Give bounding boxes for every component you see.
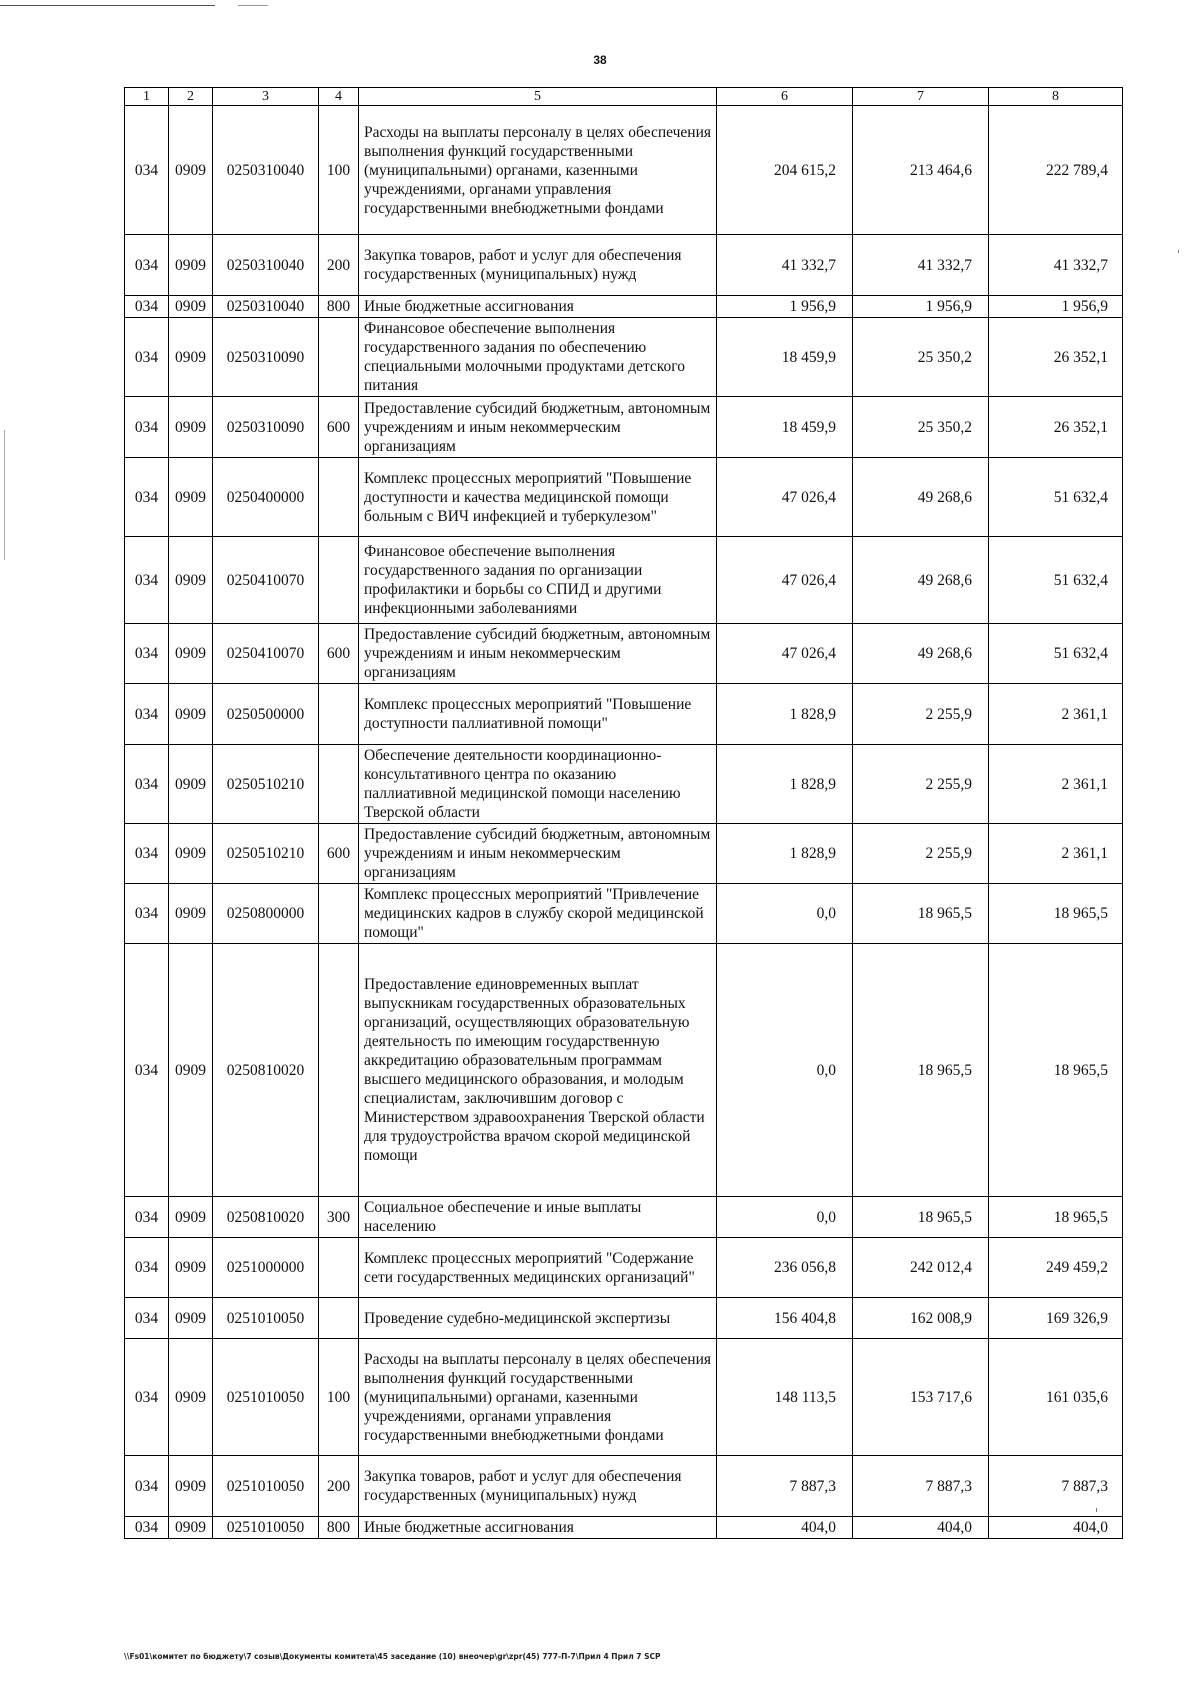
- table-row: [125, 106, 1123, 235]
- table-row: [125, 458, 1123, 537]
- section-code-cell: 0909: [169, 1298, 213, 1339]
- description-cell: Предоставление субсидий бюджетным, автономным учреждениям и иным некоммерческим организациям: [359, 824, 717, 884]
- column-header: 5: [359, 88, 717, 106]
- ministry-code-cell: 034: [125, 624, 169, 684]
- scan-top-rule: [0, 5, 215, 6]
- amount-year3-cell: 18 965,5: [989, 884, 1123, 944]
- table-row: [125, 318, 1123, 397]
- table-row: [125, 884, 1123, 944]
- amount-year3-cell: 1 956,9: [989, 296, 1123, 318]
- ministry-code-cell: 034: [125, 1517, 169, 1539]
- target-article-cell: 0250510210: [213, 745, 319, 824]
- file-path-footer: \\Fs01\комитет по бюджету\7 созыв\Документы комитета\45 заседание (10) внеочер\gr\zpr(45) 777-П-7\Прил 4 Прил 7 SCP: [124, 1652, 661, 1661]
- amount-year1-cell: 7 887,3: [717, 1456, 853, 1517]
- target-article-cell: 0250410070: [213, 624, 319, 684]
- description-cell: Проведение судебно-медицинской экспертизы: [359, 1298, 717, 1339]
- amount-year2-cell: 25 350,2: [853, 318, 989, 397]
- target-article-cell: 0251010050: [213, 1517, 319, 1539]
- column-number-row: [125, 88, 1123, 106]
- section-code-cell: 0909: [169, 624, 213, 684]
- expense-type-cell: [319, 745, 359, 824]
- description-cell: Комплекс процессных мероприятий "Привлечение медицинских кадров в службу скорой медицинской помощи": [359, 884, 717, 944]
- expense-type-cell: [319, 944, 359, 1197]
- column-header: 1: [125, 88, 169, 106]
- expense-type-cell: 300: [319, 1197, 359, 1238]
- section-code-cell: 0909: [169, 1517, 213, 1539]
- amount-year1-cell: 47 026,4: [717, 458, 853, 537]
- amount-year1-cell: 148 113,5: [717, 1339, 853, 1456]
- scan-speck: [1096, 1508, 1097, 1512]
- amount-year2-cell: 213 464,6: [853, 106, 989, 235]
- section-code-cell: 0909: [169, 235, 213, 296]
- ministry-code-cell: 034: [125, 1339, 169, 1456]
- section-code-cell: 0909: [169, 944, 213, 1197]
- target-article-cell: 0250800000: [213, 884, 319, 944]
- amount-year1-cell: 47 026,4: [717, 537, 853, 624]
- amount-year2-cell: 7 887,3: [853, 1456, 989, 1517]
- amount-year3-cell: 51 632,4: [989, 537, 1123, 624]
- amount-year3-cell: 2 361,1: [989, 824, 1123, 884]
- amount-year1-cell: 0,0: [717, 944, 853, 1197]
- amount-year2-cell: 41 332,7: [853, 235, 989, 296]
- section-code-cell: 0909: [169, 1197, 213, 1238]
- target-article-cell: 0250810020: [213, 944, 319, 1197]
- amount-year2-cell: 49 268,6: [853, 537, 989, 624]
- amount-year1-cell: 18 459,9: [717, 397, 853, 458]
- description-cell: Закупка товаров, работ и услуг для обеспечения государственных (муниципальных) нужд: [359, 235, 717, 296]
- table-row: [125, 1339, 1123, 1456]
- amount-year2-cell: 2 255,9: [853, 824, 989, 884]
- target-article-cell: 0251010050: [213, 1298, 319, 1339]
- expense-type-cell: 100: [319, 106, 359, 235]
- amount-year1-cell: 156 404,8: [717, 1298, 853, 1339]
- description-cell: Предоставление субсидий бюджетным, автономным учреждениям и иным некоммерческим организациям: [359, 624, 717, 684]
- description-cell: Комплекс процессных мероприятий "Повышение доступности и качества медицинской помощи больным с ВИЧ инфекцией и туберкулезом": [359, 458, 717, 537]
- ministry-code-cell: 034: [125, 1298, 169, 1339]
- scan-top-rule-fragment: [238, 5, 268, 6]
- ministry-code-cell: 034: [125, 106, 169, 235]
- amount-year3-cell: 26 352,1: [989, 397, 1123, 458]
- amount-year1-cell: 1 828,9: [717, 745, 853, 824]
- table-row: [125, 1238, 1123, 1298]
- amount-year3-cell: 2 361,1: [989, 745, 1123, 824]
- expense-type-cell: [319, 318, 359, 397]
- amount-year3-cell: 2 361,1: [989, 684, 1123, 745]
- column-header: 6: [717, 88, 853, 106]
- table-row: [125, 745, 1123, 824]
- amount-year2-cell: 25 350,2: [853, 397, 989, 458]
- amount-year2-cell: 242 012,4: [853, 1238, 989, 1298]
- expense-type-cell: 600: [319, 624, 359, 684]
- description-cell: Комплекс процессных мероприятий "Содержание сети государственных медицинских организаций": [359, 1238, 717, 1298]
- amount-year1-cell: 0,0: [717, 1197, 853, 1238]
- target-article-cell: 0250310090: [213, 397, 319, 458]
- amount-year2-cell: 18 965,5: [853, 944, 989, 1197]
- amount-year3-cell: 18 965,5: [989, 1197, 1123, 1238]
- table-body: [125, 106, 1123, 1539]
- ministry-code-cell: 034: [125, 397, 169, 458]
- column-header: 7: [853, 88, 989, 106]
- expense-type-cell: [319, 458, 359, 537]
- amount-year2-cell: 404,0: [853, 1517, 989, 1539]
- section-code-cell: 0909: [169, 318, 213, 397]
- section-code-cell: 0909: [169, 1456, 213, 1517]
- description-cell: Иные бюджетные ассигнования: [359, 1517, 717, 1539]
- expense-type-cell: 200: [319, 235, 359, 296]
- target-article-cell: 0251010050: [213, 1339, 319, 1456]
- target-article-cell: 0250500000: [213, 684, 319, 745]
- target-article-cell: 0250400000: [213, 458, 319, 537]
- description-cell: Финансовое обеспечение выполнения государственного задания по организации профилактики и борьбы со СПИД и другими инфекционными заболеваниями: [359, 537, 717, 624]
- amount-year1-cell: 47 026,4: [717, 624, 853, 684]
- amount-year3-cell: 404,0: [989, 1517, 1123, 1539]
- ministry-code-cell: 034: [125, 1197, 169, 1238]
- expense-type-cell: [319, 1238, 359, 1298]
- section-code-cell: 0909: [169, 824, 213, 884]
- amount-year3-cell: 222 789,4: [989, 106, 1123, 235]
- amount-year2-cell: 2 255,9: [853, 684, 989, 745]
- column-header: 8: [989, 88, 1123, 106]
- amount-year1-cell: 0,0: [717, 884, 853, 944]
- expense-type-cell: 100: [319, 1339, 359, 1456]
- target-article-cell: 0251000000: [213, 1238, 319, 1298]
- amount-year3-cell: 161 035,6: [989, 1339, 1123, 1456]
- description-cell: Закупка товаров, работ и услуг для обеспечения государственных (муниципальных) нужд: [359, 1456, 717, 1517]
- amount-year1-cell: 18 459,9: [717, 318, 853, 397]
- table-row: [125, 1456, 1123, 1517]
- amount-year2-cell: 2 255,9: [853, 745, 989, 824]
- amount-year1-cell: 1 956,9: [717, 296, 853, 318]
- table-row: [125, 944, 1123, 1197]
- target-article-cell: 0250810020: [213, 1197, 319, 1238]
- ministry-code-cell: 034: [125, 1238, 169, 1298]
- target-article-cell: 0250410070: [213, 537, 319, 624]
- amount-year3-cell: 41 332,7: [989, 235, 1123, 296]
- section-code-cell: 0909: [169, 1339, 213, 1456]
- target-article-cell: 0251010050: [213, 1456, 319, 1517]
- table-row: [125, 296, 1123, 318]
- table-row: [125, 684, 1123, 745]
- ministry-code-cell: 034: [125, 884, 169, 944]
- section-code-cell: 0909: [169, 1238, 213, 1298]
- section-code-cell: 0909: [169, 458, 213, 537]
- section-code-cell: 0909: [169, 106, 213, 235]
- table-row: [125, 537, 1123, 624]
- section-code-cell: 0909: [169, 397, 213, 458]
- amount-year2-cell: 49 268,6: [853, 624, 989, 684]
- amount-year3-cell: 51 632,4: [989, 624, 1123, 684]
- ministry-code-cell: 034: [125, 1456, 169, 1517]
- expense-type-cell: [319, 1298, 359, 1339]
- amount-year2-cell: 49 268,6: [853, 458, 989, 537]
- amount-year3-cell: 51 632,4: [989, 458, 1123, 537]
- ministry-code-cell: 034: [125, 235, 169, 296]
- target-article-cell: 0250310040: [213, 296, 319, 318]
- description-cell: Предоставление субсидий бюджетным, автономным учреждениям и иным некоммерческим организациям: [359, 397, 717, 458]
- page-number: 38: [593, 53, 607, 67]
- ministry-code-cell: 034: [125, 318, 169, 397]
- amount-year1-cell: 204 615,2: [717, 106, 853, 235]
- amount-year1-cell: 1 828,9: [717, 824, 853, 884]
- expense-type-cell: [319, 884, 359, 944]
- expense-type-cell: [319, 684, 359, 745]
- ministry-code-cell: 034: [125, 296, 169, 318]
- table-row: [125, 235, 1123, 296]
- expense-type-cell: 200: [319, 1456, 359, 1517]
- amount-year2-cell: 153 717,6: [853, 1339, 989, 1456]
- description-cell: Иные бюджетные ассигнования: [359, 296, 717, 318]
- ministry-code-cell: 034: [125, 824, 169, 884]
- ministry-code-cell: 034: [125, 745, 169, 824]
- amount-year2-cell: 1 956,9: [853, 296, 989, 318]
- target-article-cell: 0250310040: [213, 235, 319, 296]
- expense-type-cell: 800: [319, 296, 359, 318]
- table-row: [125, 624, 1123, 684]
- target-article-cell: 0250310040: [213, 106, 319, 235]
- amount-year3-cell: 26 352,1: [989, 318, 1123, 397]
- column-header: 3: [213, 88, 319, 106]
- description-cell: Расходы на выплаты персоналу в целях обеспечения выполнения функций государственными (муниципальными) органами, казенными учреждениями, органами управления государственными внебюджетными фондами: [359, 1339, 717, 1456]
- column-header: 4: [319, 88, 359, 106]
- ministry-code-cell: 034: [125, 458, 169, 537]
- description-cell: Расходы на выплаты персоналу в целях обеспечения выполнения функций государственными (муниципальными) органами, казенными учреждениями, органами управления государственными внебюджетными фондами: [359, 106, 717, 235]
- description-cell: Предоставление единовременных выплат выпускникам государственных образовательных организаций, осуществляющих образовательную деятельность по имеющим государственную аккредитацию образовательным программам высшего медицинского образования, и молодым специалистам, заключившим договор с Министерством здравоохранения Тверской области для трудоустройства врачом скорой медицинской помощи: [359, 944, 717, 1197]
- amount-year2-cell: 18 965,5: [853, 884, 989, 944]
- expense-type-cell: 800: [319, 1517, 359, 1539]
- ministry-code-cell: 034: [125, 684, 169, 745]
- amount-year1-cell: 1 828,9: [717, 684, 853, 745]
- table-row: [125, 1298, 1123, 1339]
- budget-table-wrapper: [124, 87, 1122, 1539]
- table-row: [125, 824, 1123, 884]
- target-article-cell: 0250510210: [213, 824, 319, 884]
- scan-edge-mark: [4, 430, 5, 560]
- description-cell: Социальное обеспечение и иные выплаты населению: [359, 1197, 717, 1238]
- expense-type-cell: 600: [319, 824, 359, 884]
- ministry-code-cell: 034: [125, 944, 169, 1197]
- budget-table: [124, 87, 1123, 1539]
- amount-year3-cell: 169 326,9: [989, 1298, 1123, 1339]
- section-code-cell: 0909: [169, 684, 213, 745]
- expense-type-cell: [319, 537, 359, 624]
- description-cell: Комплекс процессных мероприятий "Повышение доступности паллиативной помощи": [359, 684, 717, 745]
- table-row: [125, 1197, 1123, 1238]
- section-code-cell: 0909: [169, 745, 213, 824]
- description-cell: Обеспечение деятельности координационно-консультативного центра по оказанию паллиативной медицинской помощи населению Тверской области: [359, 745, 717, 824]
- amount-year1-cell: 404,0: [717, 1517, 853, 1539]
- amount-year1-cell: 236 056,8: [717, 1238, 853, 1298]
- amount-year2-cell: 162 008,9: [853, 1298, 989, 1339]
- section-code-cell: 0909: [169, 537, 213, 624]
- amount-year3-cell: 18 965,5: [989, 944, 1123, 1197]
- table-row: [125, 397, 1123, 458]
- amount-year1-cell: 41 332,7: [717, 235, 853, 296]
- ministry-code-cell: 034: [125, 537, 169, 624]
- section-code-cell: 0909: [169, 296, 213, 318]
- amount-year2-cell: 18 965,5: [853, 1197, 989, 1238]
- table-row: [125, 1517, 1123, 1539]
- target-article-cell: 0250310090: [213, 318, 319, 397]
- amount-year3-cell: 249 459,2: [989, 1238, 1123, 1298]
- section-code-cell: 0909: [169, 884, 213, 944]
- scan-speck: [1178, 250, 1179, 253]
- amount-year3-cell: 7 887,3: [989, 1456, 1123, 1517]
- column-header: 2: [169, 88, 213, 106]
- expense-type-cell: 600: [319, 397, 359, 458]
- description-cell: Финансовое обеспечение выполнения государственного задания по обеспечению специальными молочными продуктами детского питания: [359, 318, 717, 397]
